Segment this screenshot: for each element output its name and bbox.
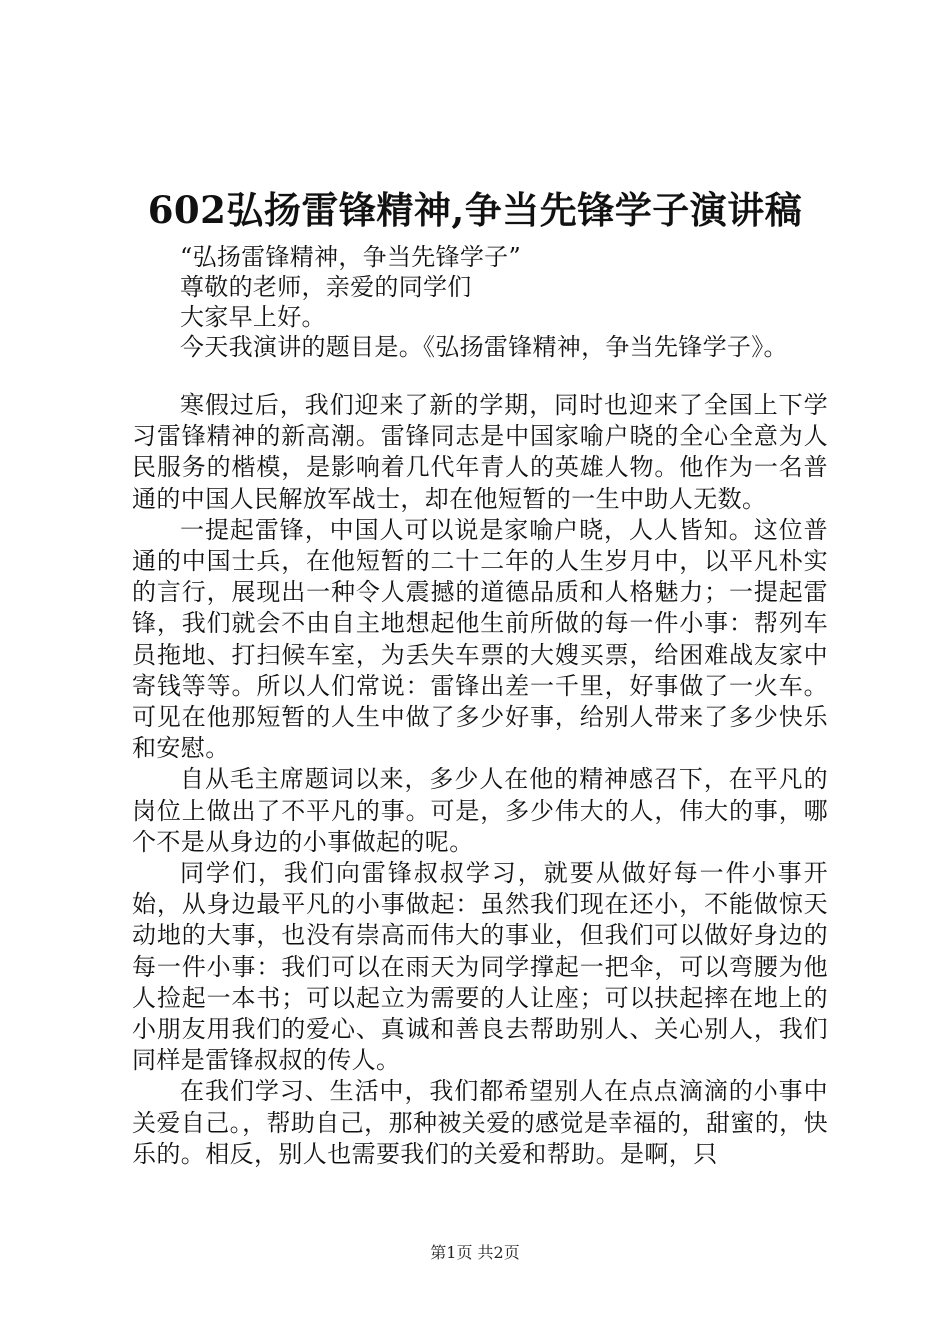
paragraph: 寒假过后，我们迎来了新的学期，同时也迎来了全国上下学习雷锋精神的新高潮。雷锋同志是中国家喻户晓的全心全意为人民服务的楷模，是影响着几代年青人的英雄人物。他作为一名普通的中国人民解放军战士，却在他短暂的一生中助人无数。 — [132, 391, 828, 513]
paragraph: 自从毛主席题词以来，多少人在他的精神感召下，在平凡的岗位上做出了不平凡的事。可是，多少伟大的人，伟大的事，哪个不是从身边的小事做起的呢。 — [132, 765, 828, 856]
page-footer: 第1页 共2页 — [430, 1243, 520, 1262]
topic-statement: 今天我演讲的题目是。《弘扬雷锋精神，争当先锋学子》。 — [180, 333, 788, 361]
greeting: 大家早上好。 — [180, 303, 326, 331]
salutation: 尊敬的老师，亲爱的同学们 — [180, 273, 472, 301]
speech-heading-quote: “弘扬雷锋精神，争当先锋学子” — [180, 243, 522, 271]
paragraph: 一提起雷锋，中国人可以说是家喻户晓，人人皆知。这位普通的中国士兵，在他短暂的二十二年的人生岁月中，以平凡朴实的言行，展现出一种令人震撼的道德品质和人格魅力；一提起雷锋，我们就会不由自主地想起他生前所做的每一件小事：帮列车员拖地、打扫候车室，为丢失车票的大嫂买票，给困难战友家中寄钱等等。所以人们常说：雷锋出差一千里，好事做了一火车。可见在他那短暂的人生中做了多少好事，给别人带来了多少快乐和安慰。 — [132, 515, 828, 763]
speech-intro — [180, 242, 880, 362]
paragraph: 在我们学习、生活中，我们都希望别人在点点滴滴的小事中关爱自己。，帮助自己，那种被关爱的感觉是幸福的，甜蜜的，快乐的。相反，别人也需要我们的关爱和帮助。是啊，只 — [132, 1077, 828, 1168]
document-title: 602弘扬雷锋精神,争当先锋学子演讲稿 — [147, 188, 803, 232]
speech-body — [132, 390, 828, 1170]
paragraph: 同学们，我们向雷锋叔叔学习，就要从做好每一件小事开始，从身边最平凡的小事做起：虽然我们现在还小，不能做惊天动地的大事，也没有崇高而伟大的事业，但我们可以做好身边的每一件小事：我们可以在雨天为同学撑起一把伞，可以弯腰为他人捡起一本书；可以起立为需要的人让座；可以扶起摔在地上的小朋友用我们的爱心、真诚和善良去帮助别人、关心别人，我们同样是雷锋叔叔的传人。 — [132, 859, 828, 1075]
